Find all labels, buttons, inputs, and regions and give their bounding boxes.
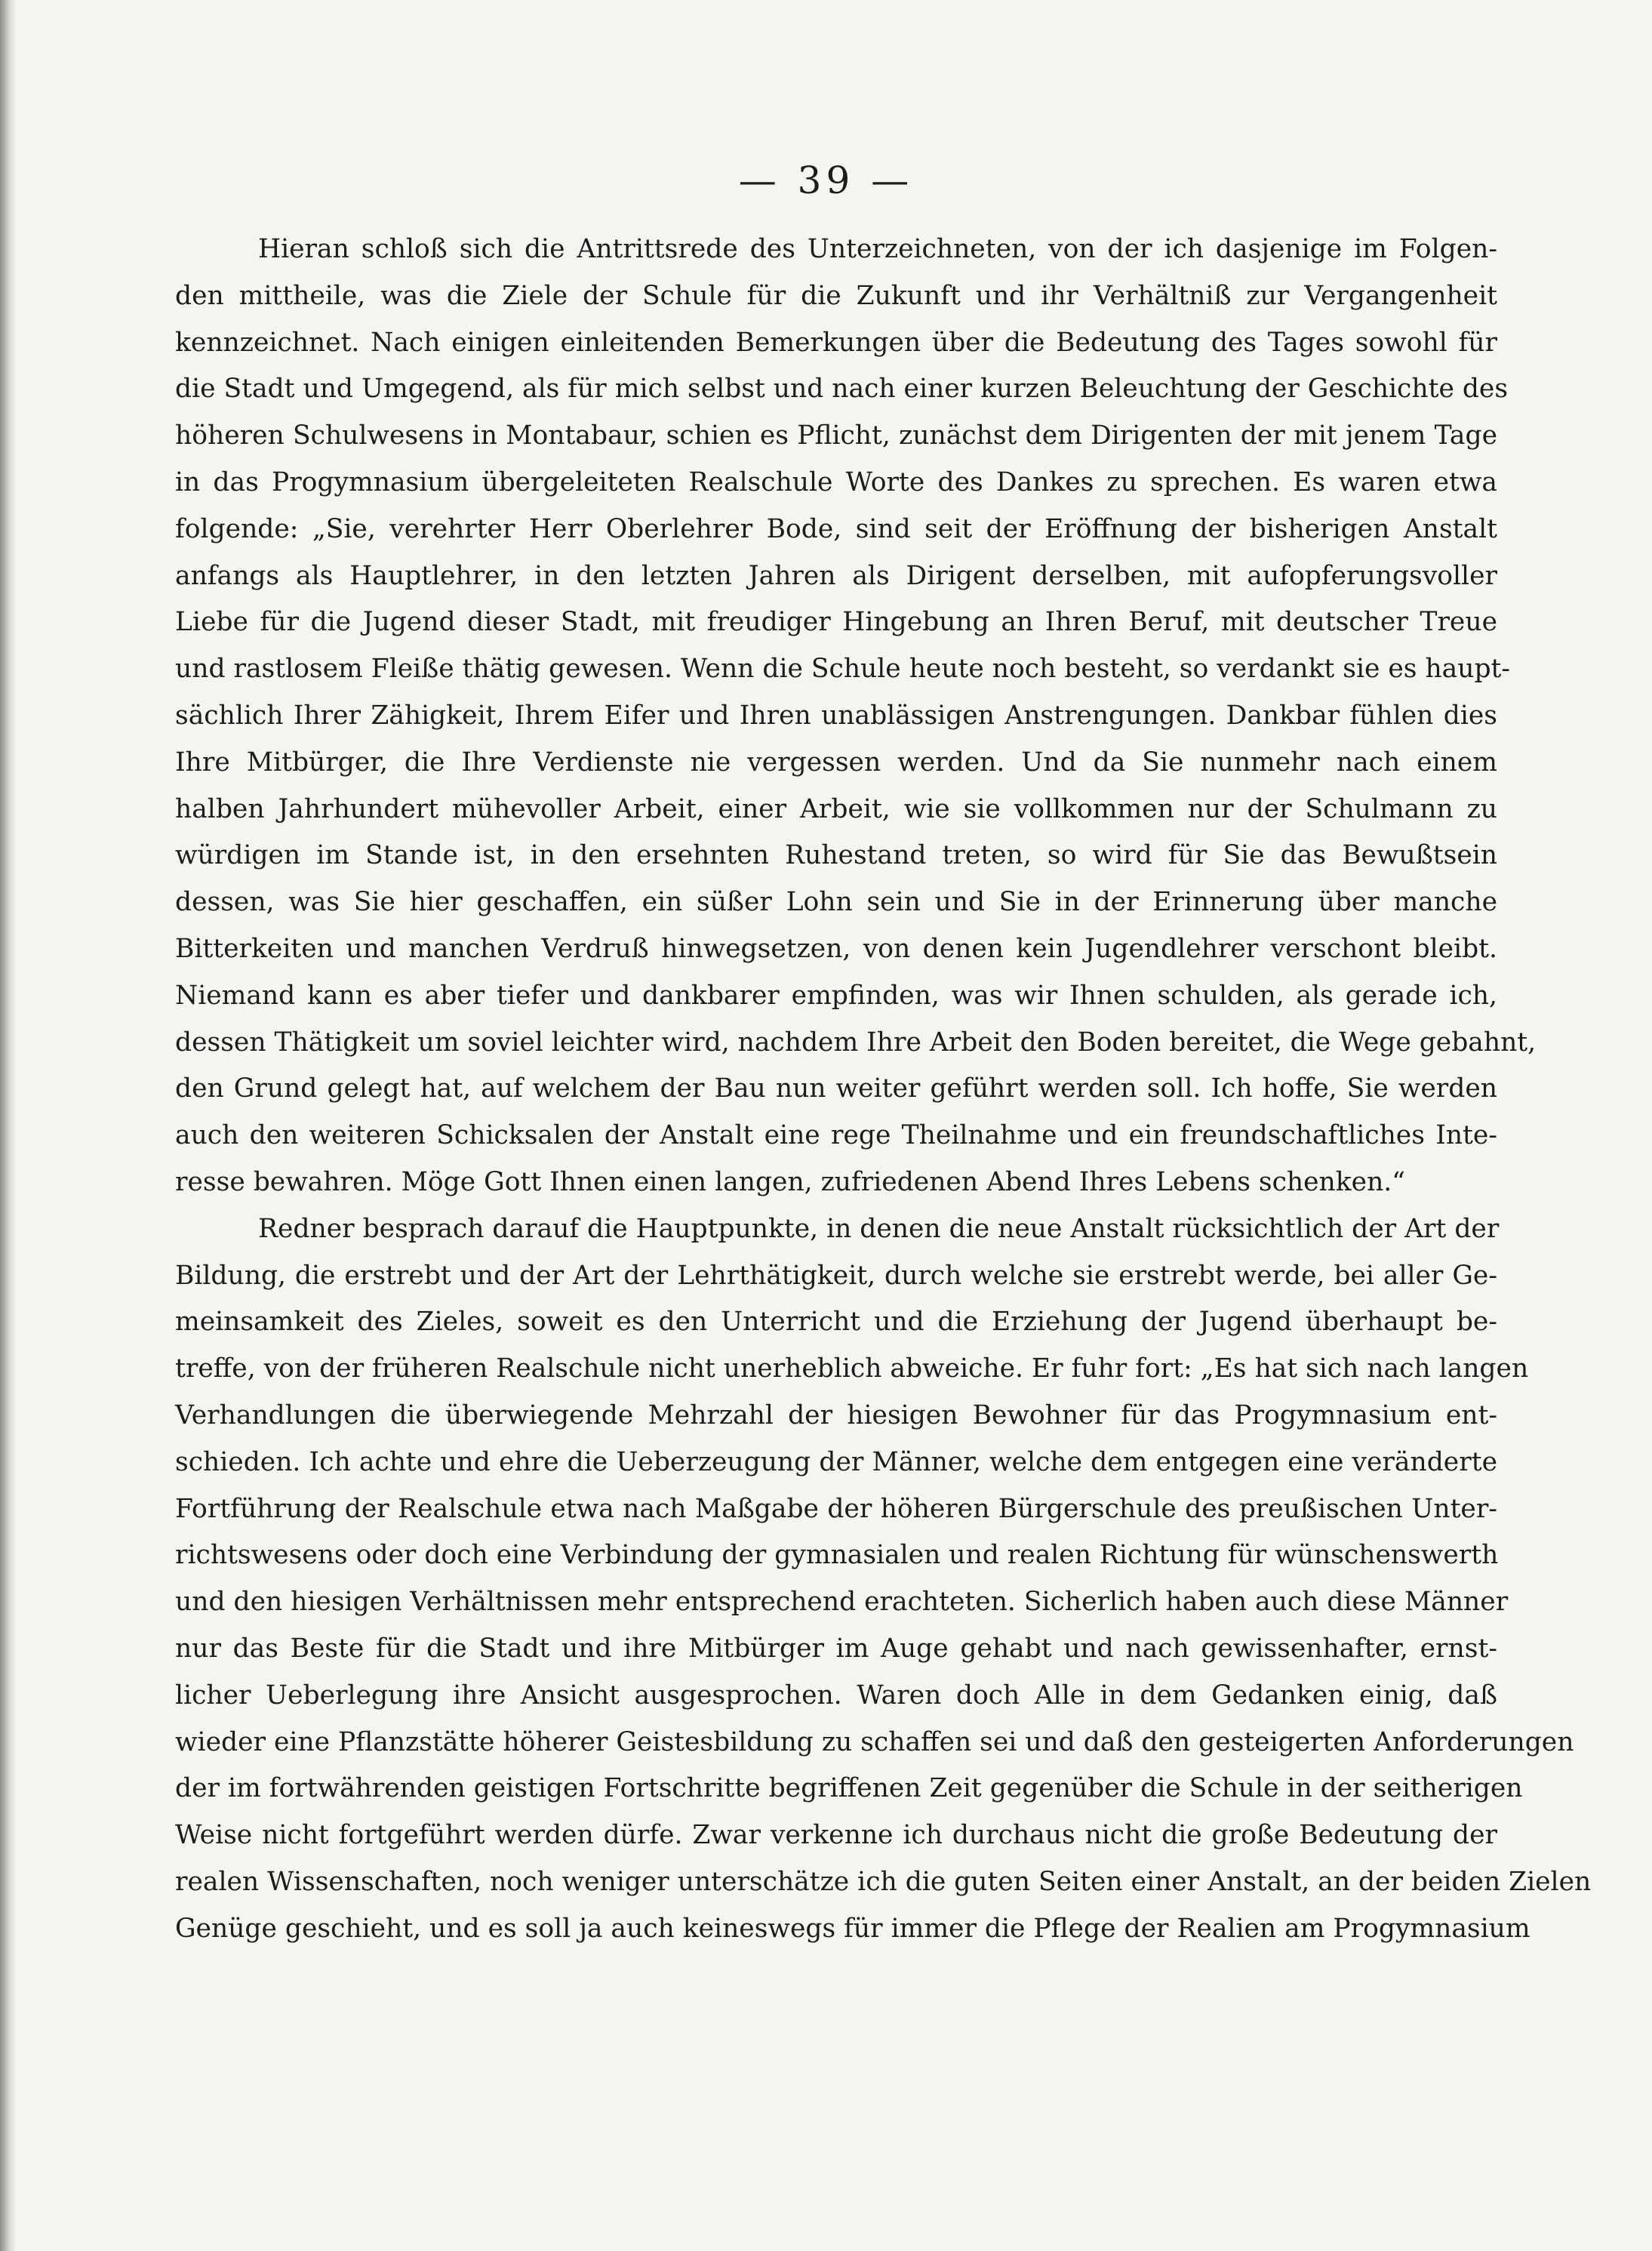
text-line: und rastlosem Fleiße thätig gewesen. Wenn die Schule heute noch besteht, so verdankt sie es haupt- [175,654,1511,685]
text-line: auch den weiteren Schicksalen der Anstalt eine rege Theilnahme und ein freundschaftliches Inte- [175,1120,1497,1151]
text-line: dessen, was Sie hier geschaffen, ein süßer Lohn sein und Sie in der Erinnerung über manche [175,887,1497,918]
text-line: treffe, von der früheren Realschule nicht unerheblich abweiche. Er fuhr fort: „Es hat sich nach langen [175,1353,1529,1384]
text-line: der im fortwährenden geistigen Fortschritte begriffenen Zeit gegenüber die Schule in der seitherigen [175,1773,1523,1804]
text-line: Genüge geschieht, und es soll ja auch keineswegs für immer die Pflege der Realien am Progymnasium [175,1913,1530,1944]
body-text [175,226,1592,1952]
text-line: Niemand kann es aber tiefer und dankbarer empfinden, was wir Ihnen schulden, als gerade ich, [175,980,1497,1011]
page-number: — 39 — [738,159,914,202]
text-line: den mittheile, was die Ziele der Schule für die Zukunft und ihr Verhältniß zur Vergangenheit [175,280,1497,311]
text-line: Liebe für die Jugend dieser Stadt, mit freudiger Hingebung an Ihren Beruf, mit deutscher Treue [175,607,1497,638]
text-line: Fortführung der Realschule etwa nach Maßgabe der höheren Bürgerschule des preußischen Unter- [175,1493,1497,1524]
text-line: Redner besprach darauf die Hauptpunkte, in denen die neue Anstalt rücksichtlich der Art der [258,1213,1500,1244]
text-line: Hieran schloß sich die Antrittsrede des Unterzeichneten, von der ich dasjenige im Folgen- [258,234,1497,264]
scan-edge-shadow [0,0,17,2251]
text-line: Weise nicht fortgeführt werden dürfe. Zwar verkenne ich durchaus nicht die große Bedeutung der [175,1820,1497,1851]
text-line: die Stadt und Umgegend, als für mich selbst und nach einer kurzen Beleuchtung der Geschichte des [175,374,1509,405]
text-line: richtswesens oder doch eine Verbindung der gymnasialen und realen Richtung für wünschenswerth [175,1540,1499,1571]
text-line: halben Jahrhundert mühevoller Arbeit, einer Arbeit, wie sie vollkommen nur der Schulmann zu [175,793,1497,824]
text-line: schieden. Ich achte und ehre die Ueberzeugung der Männer, welche dem entgegen eine veränderte [175,1446,1497,1477]
text-line: licher Ueberlegung ihre Ansicht ausgesprochen. Waren doch Alle in dem Gedanken einig, daß [175,1680,1497,1711]
text-line: dessen Thätigkeit um soviel leichter wird, nachdem Ihre Arbeit den Boden bereitet, die Wege gebahnt, [175,1027,1537,1058]
text-line: den Grund gelegt hat, auf welchem der Bau nun weiter geführt werden soll. Ich hoffe, Sie werden [175,1073,1497,1104]
text-line: und den hiesigen Verhältnissen mehr entsprechend erachteten. Sicherlich haben auch diese Männer [175,1587,1509,1618]
text-line: sächlich Ihrer Zähigkeit, Ihrem Eifer und Ihren unablässigen Anstrengungen. Dankbar fühlen dies [175,700,1497,731]
text-line: resse bewahren. Möge Gott Ihnen einen langen, zufriedenen Abend Ihres Lebens schenken.“ [175,1166,1405,1197]
text-line: Bildung, die erstrebt und der Art der Lehrthätigkeit, durch welche sie erstrebt werde, bei aller Ge- [175,1260,1497,1291]
text-line: würdigen im Stande ist, in den ersehnten Ruhestand treten, so wird für Sie das Bewußtsein [175,840,1497,871]
text-line: in das Progymnasium übergeleiteten Realschule Worte des Dankes zu sprechen. Es waren etwa [175,467,1497,497]
text-line: nur das Beste für die Stadt und ihre Mitbürger im Auge gehabt und nach gewissenhafter, ernst- [175,1633,1497,1664]
text-line: kennzeichnet. Nach einigen einleitenden Bemerkungen über die Bedeutung des Tages sowohl für [175,327,1497,358]
text-line: höheren Schulwesens in Montabaur, schien es Pflicht, zunächst dem Dirigenten der mit jenem Tage [175,420,1497,451]
text-line: Ihre Mitbürger, die Ihre Verdienste nie vergessen werden. Und da Sie nunmehr nach einem [175,747,1497,778]
text-line: meinsamkeit des Zieles, soweit es den Unterricht und die Erziehung der Jugend überhaupt be- [175,1307,1497,1338]
text-line: wieder eine Pflanzstätte höherer Geistesbildung zu schaffen sei und daß den gesteigerten Anforderungen [175,1726,1574,1757]
text-line: folgende: „Sie, verehrter Herr Oberlehrer Bode, sind seit der Eröffnung der bisherigen Anstalt [175,513,1497,544]
text-line: realen Wissenschaften, noch weniger unterschätze ich die guten Seiten einer Anstalt, an der beiden Zielen [175,1866,1592,1897]
text-line: Bitterkeiten und manchen Verdruß hinwegsetzen, von denen kein Jugendlehrer verschont bleibt. [175,933,1497,964]
text-line: Verhandlungen die überwiegende Mehrzahl der hiesigen Bewohner für das Progymnasium ent- [175,1400,1497,1430]
text-line: anfangs als Hauptlehrer, in den letzten Jahren als Dirigent derselben, mit aufopferungsvoller [175,560,1497,591]
